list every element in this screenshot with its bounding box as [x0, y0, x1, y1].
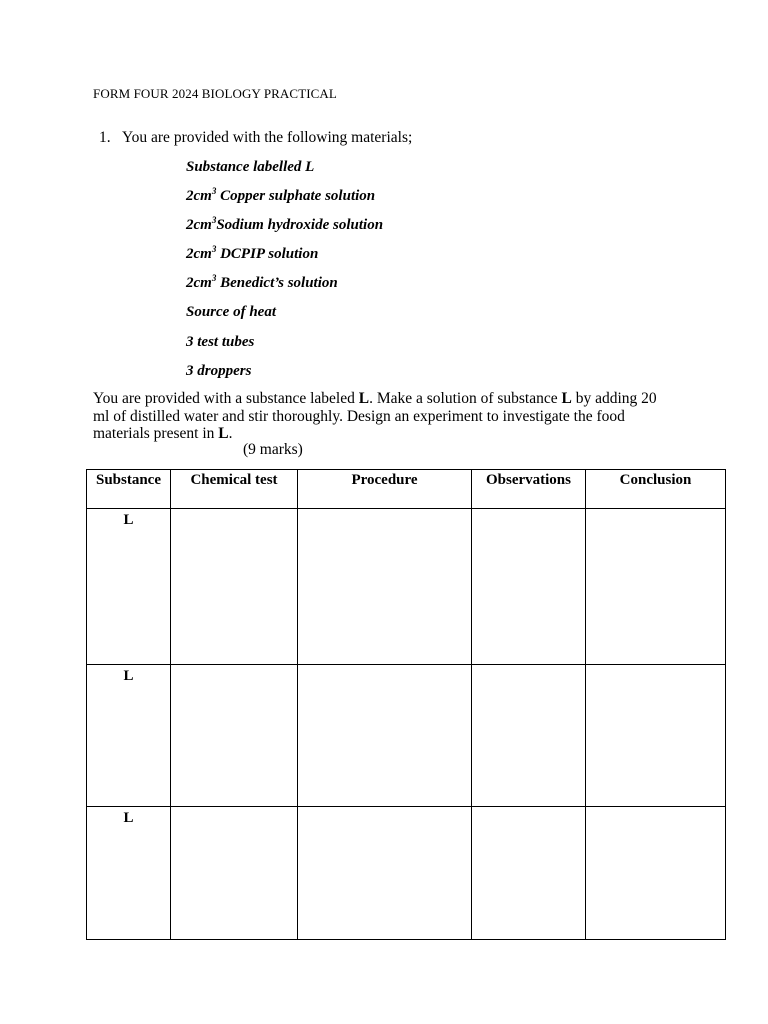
header-procedure: Procedure	[298, 470, 472, 509]
cell-conclusion[interactable]	[586, 807, 726, 940]
instructions-paragraph: You are provided with a substance labeled L. Make a solution of substance L by adding 20 ml of distilled water and stir thoroughly. Design an experiment to investigate the food materials present in L.	[93, 390, 657, 442]
marks-label: (9 marks)	[243, 441, 303, 458]
header-observations: Observations	[472, 470, 586, 509]
header-substance: Substance	[87, 470, 171, 509]
cell-observations[interactable]	[472, 665, 586, 807]
material-item: $2cm^3$ Copper sulphate solution	[186, 186, 376, 205]
material-item: Source of heat	[186, 304, 276, 321]
cell-procedure[interactable]	[298, 509, 472, 665]
document-header: FORM FOUR 2024 BIOLOGY PRACTICAL	[93, 86, 337, 101]
question-intro-line	[99, 129, 412, 147]
cell-substance: L	[87, 665, 171, 807]
cell-chemical-test[interactable]	[171, 665, 298, 807]
cell-conclusion[interactable]	[586, 665, 726, 807]
table-header-row	[87, 470, 726, 509]
cell-chemical-test[interactable]	[171, 509, 298, 665]
material-item: Substance labelled L	[186, 159, 315, 175]
cell-chemical-test[interactable]	[171, 807, 298, 940]
material-item: 3 test tubes	[186, 333, 255, 350]
table-row	[87, 509, 726, 665]
cell-procedure[interactable]	[298, 665, 472, 807]
materials-list	[186, 158, 383, 391]
material-item: 3 droppers	[186, 362, 252, 379]
header-conclusion: Conclusion	[586, 470, 726, 509]
header-chemical-test: Chemical test	[171, 470, 298, 509]
material-item: $2cm^3$ DCPIP solution	[186, 244, 319, 263]
question-intro: You are provided with the following materials;	[122, 129, 413, 146]
material-item: $2cm^3$ Benedict’s solution	[186, 273, 338, 292]
table-row	[87, 665, 726, 807]
cell-observations[interactable]	[472, 807, 586, 940]
question-number: 1.	[99, 129, 111, 146]
material-item: $2cm^3Sodium$ hydroxide solution	[186, 215, 384, 234]
cell-conclusion[interactable]	[586, 509, 726, 665]
table-row	[87, 807, 726, 940]
cell-substance: L	[87, 509, 171, 665]
cell-observations[interactable]	[472, 509, 586, 665]
response-table	[86, 469, 726, 940]
cell-procedure[interactable]	[298, 807, 472, 940]
cell-substance: L	[87, 807, 171, 940]
